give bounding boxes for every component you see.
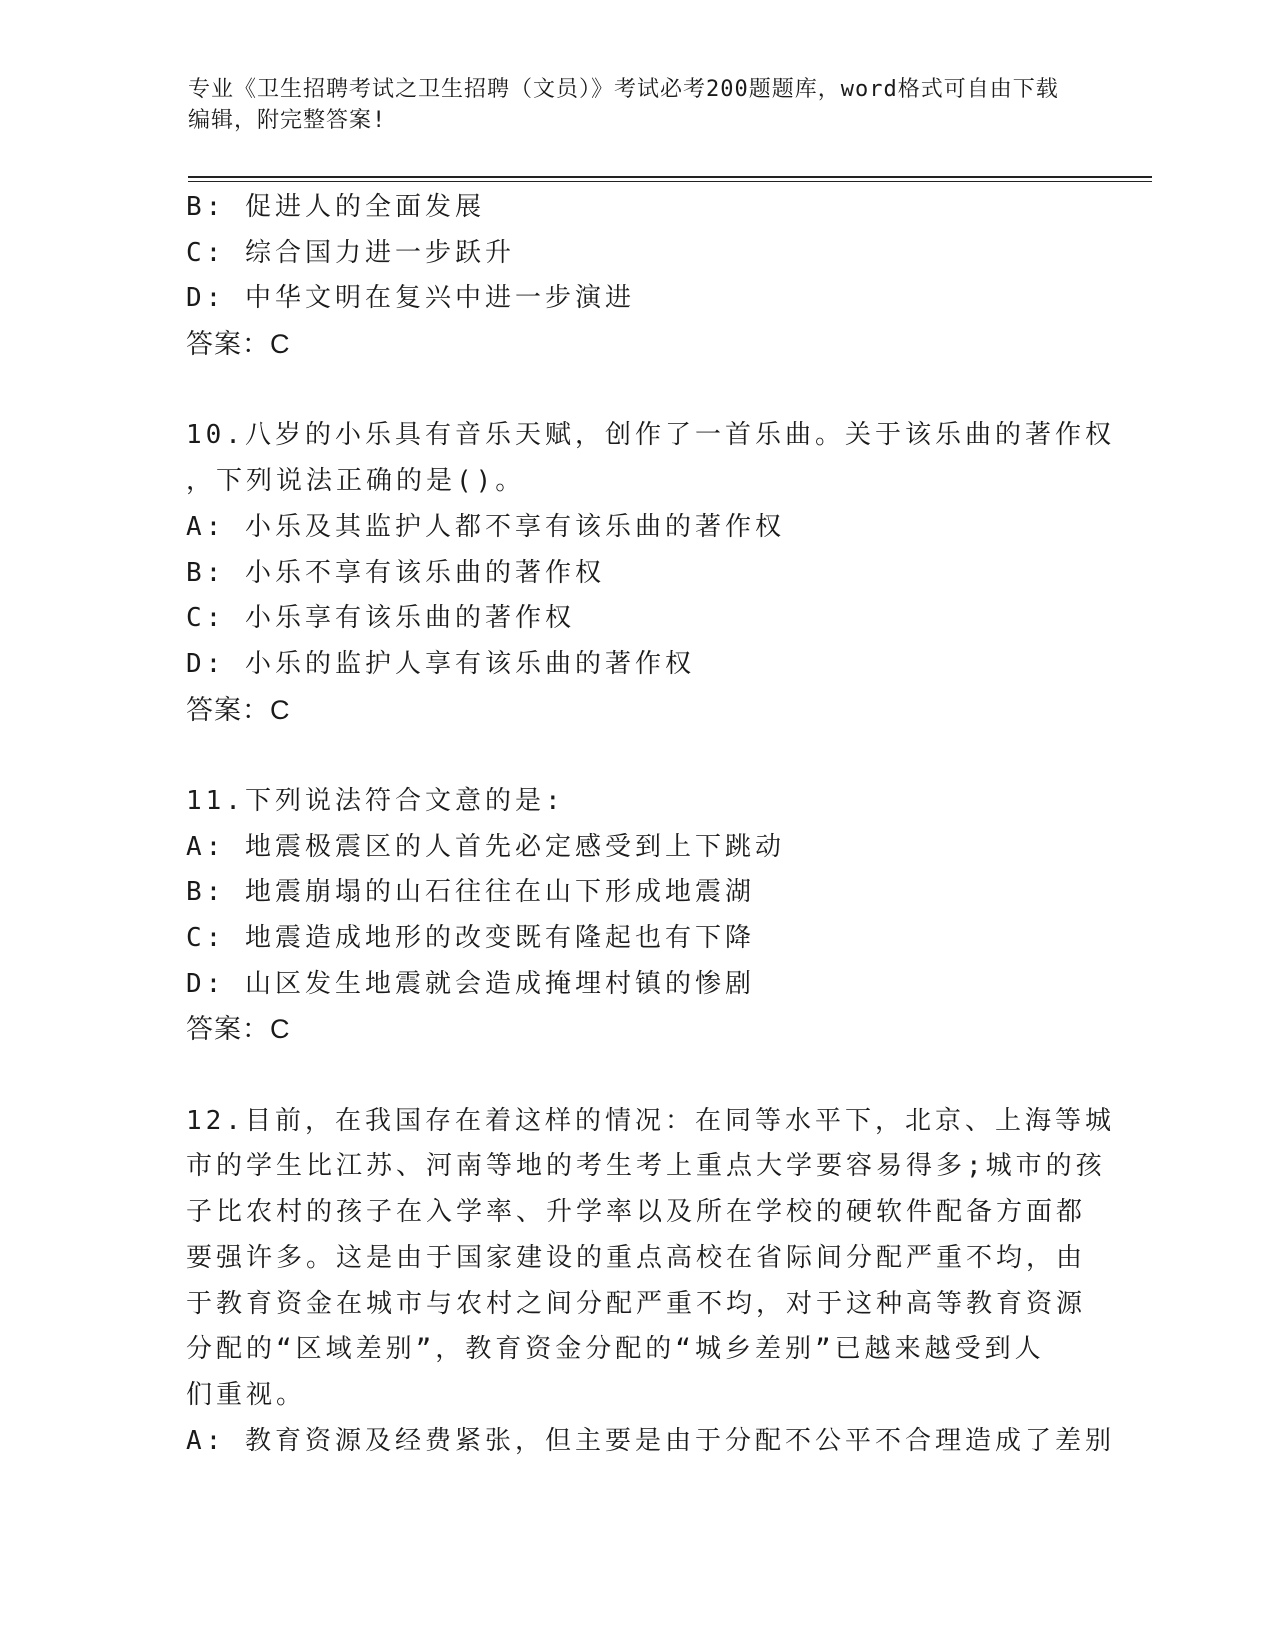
q11-answer: 答案：C <box>186 1014 291 1045</box>
q10-option-c: C: 小乐享有该乐曲的著作权 <box>186 603 575 634</box>
q11-option-c: C: 地震造成地形的改变既有隆起也有下降 <box>186 923 755 953</box>
q11-stem: 11.下列说法符合文意的是: <box>186 785 565 816</box>
question-content <box>186 185 1115 1464</box>
q9-option-b: B: 促进人的全面发展 <box>186 192 485 222</box>
q12-stem-line: 子比农村的孩子在入学率、升学率以及所在学校的硬软件配备方面都 <box>186 1197 1087 1228</box>
q12-stem-line: 们重视。 <box>186 1379 307 1410</box>
spacer <box>186 1053 1076 1099</box>
q10-stem-line2: ，下列说法正确的是()。 <box>186 466 526 497</box>
q10-stem-line1: 10.八岁的小乐具有音乐天赋，创作了一首乐曲。关于该乐曲的著作权 <box>186 420 1115 451</box>
q11-option-d: D: 山区发生地震就会造成掩埋村镇的惨剧 <box>186 968 755 999</box>
q9-option-d: D: 中华文明在复兴中进一步演进 <box>186 283 635 314</box>
q12-stem-line: 要强许多。这是由于国家建设的重点高校在省际间分配严重不均，由 <box>186 1242 1087 1273</box>
q9-answer: 答案：C <box>186 329 291 360</box>
q12-option-a: A: 教育资源及经费紧张，但主要是由于分配不公平不合理造成了差别 <box>186 1425 1115 1456</box>
q9-option-c: C: 综合国力进一步跃升 <box>186 237 515 268</box>
q12-stem-line: 市的学生比江苏、河南等地的考生考上重点大学要容易得多;城市的孩 <box>186 1151 1106 1182</box>
q10-answer: 答案：C <box>186 694 291 725</box>
document-header: 专业《卫生招聘考试之卫生招聘（文员）》考试必考200题题库，word格式可自由下载编辑，附完整答案! <box>188 77 1059 133</box>
q12-stem-line: 于教育资金在城市与农村之间分配严重不均，对于这种高等教育资源 <box>186 1288 1087 1319</box>
q12-stem-line: 分配的“区域差别”，教育资金分配的“城乡差别”已越来越受到人 <box>186 1334 1045 1365</box>
header-divider-thin <box>188 181 1152 182</box>
q10-option-d: D: 小乐的监护人享有该乐曲的著作权 <box>186 648 695 679</box>
q10-option-a: A: 小乐及其监护人都不享有该乐曲的著作权 <box>186 511 785 542</box>
spacer <box>186 733 1076 779</box>
q12-stem-line: 12.目前，在我国存在着这样的情况：在同等水平下，北京、上海等城 <box>186 1105 1115 1136</box>
header-divider-thick <box>188 176 1152 178</box>
q11-option-b: B: 地震崩塌的山石往往在山下形成地震湖 <box>186 877 755 908</box>
spacer <box>186 368 1076 414</box>
q11-option-a: A: 地震极震区的人首先必定感受到上下跳动 <box>186 831 785 862</box>
q10-option-b: B: 小乐不享有该乐曲的著作权 <box>186 557 605 588</box>
